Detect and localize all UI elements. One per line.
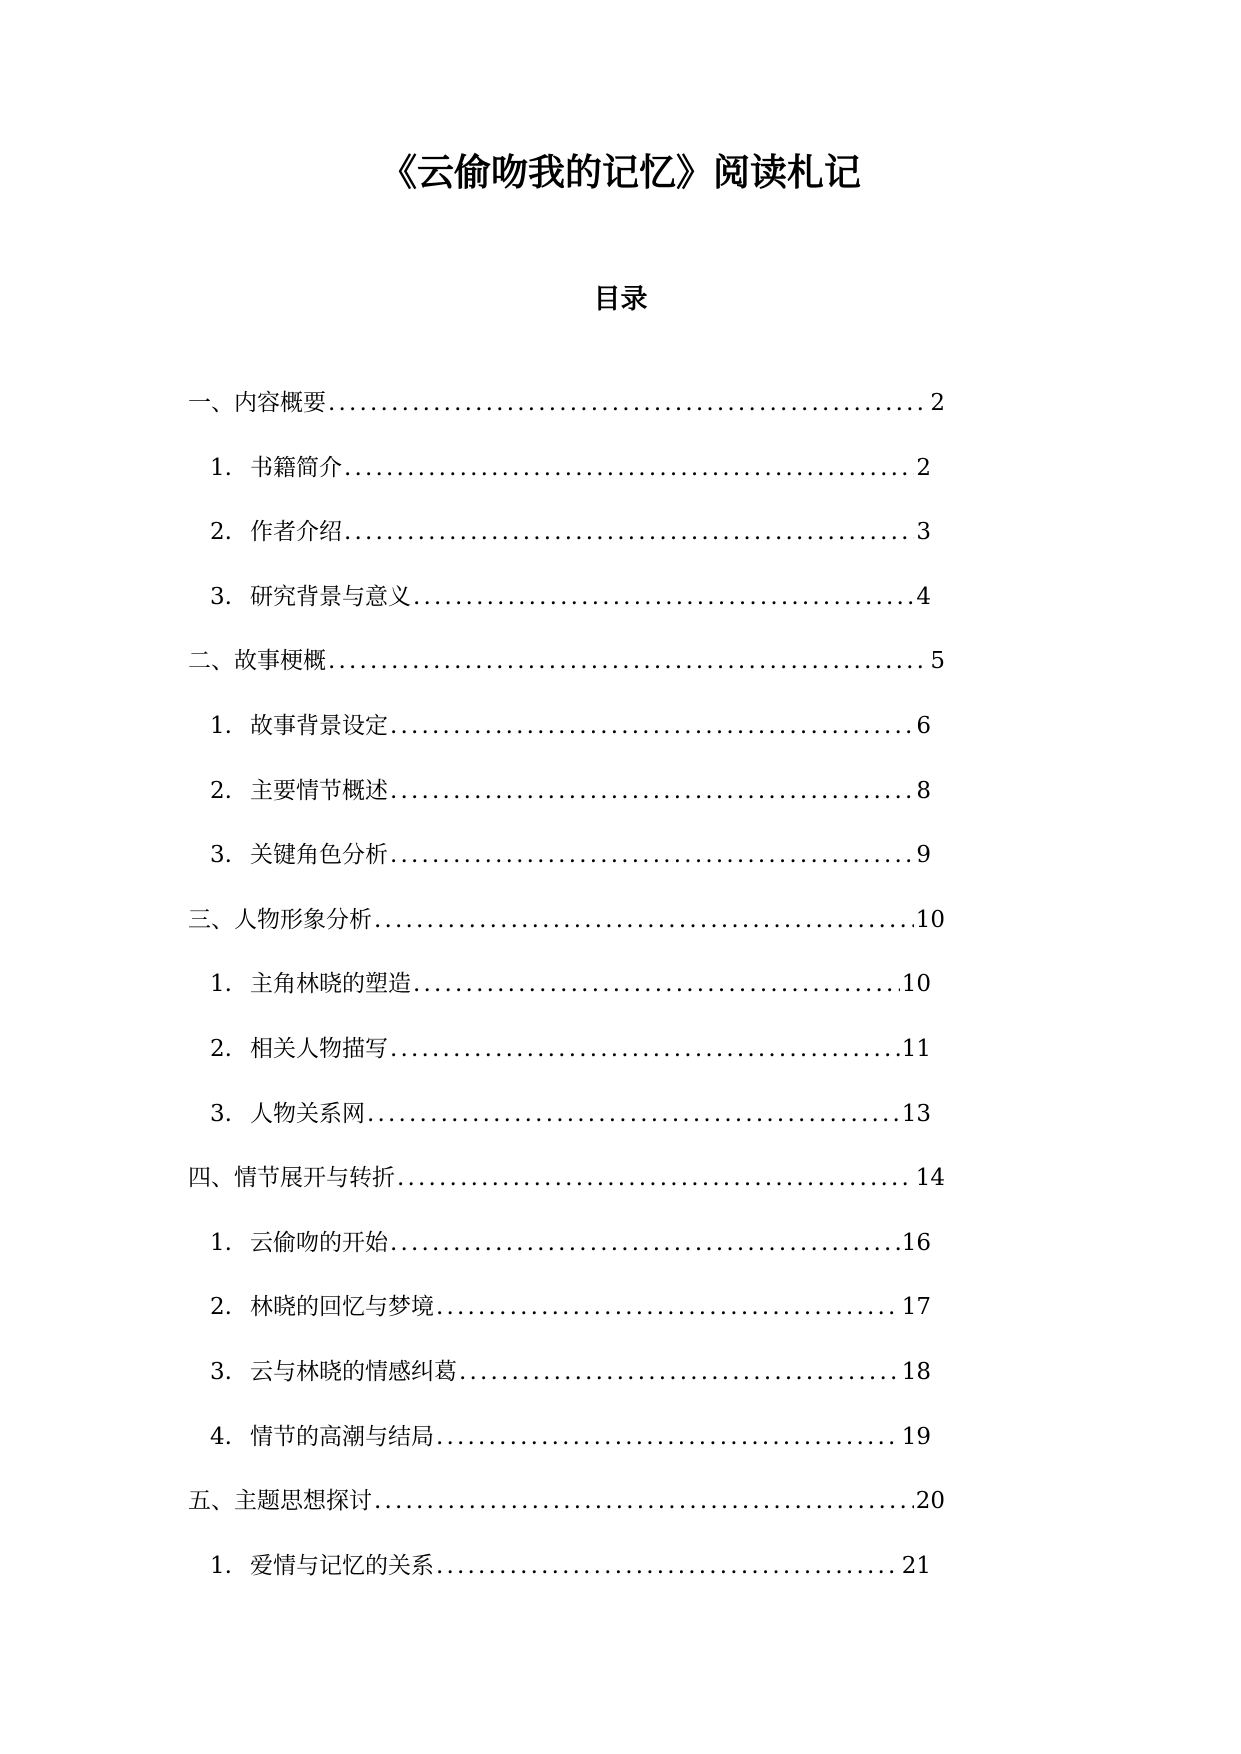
toc-page-number: 20 bbox=[915, 1488, 945, 1515]
toc-entry[interactable] bbox=[0, 964, 1241, 1029]
document-title: 《云偷吻我的记忆》阅读札记 bbox=[380, 151, 861, 194]
toc-entry[interactable] bbox=[0, 1546, 1241, 1611]
toc-leader-dots bbox=[344, 448, 914, 488]
toc-entry-number: 3. bbox=[210, 1100, 232, 1127]
toc-page-number: 21 bbox=[901, 1552, 931, 1579]
toc-page-number: 9 bbox=[916, 842, 931, 869]
toc-entry-text: 二、故事梗概 bbox=[188, 648, 326, 675]
toc-entry[interactable] bbox=[0, 1223, 1241, 1288]
toc-leader-dots bbox=[413, 964, 900, 1004]
toc-page-number: 6 bbox=[916, 712, 931, 739]
toc-entry-number: 2. bbox=[210, 777, 232, 804]
toc-entry[interactable] bbox=[0, 771, 1241, 836]
toc-leader-dots bbox=[344, 512, 914, 552]
toc-leader-dots bbox=[413, 577, 914, 617]
toc-leader-dots bbox=[390, 1029, 900, 1069]
toc-entry[interactable] bbox=[0, 900, 1241, 965]
toc-entry[interactable] bbox=[0, 706, 1241, 771]
toc-page-number: 3 bbox=[916, 519, 931, 546]
toc-entry[interactable] bbox=[0, 448, 1241, 513]
toc-entry-text: 爱情与记忆的关系 bbox=[250, 1552, 434, 1579]
toc-entry-number: 3. bbox=[210, 1358, 232, 1385]
toc-entry-text: 五、主题思想探讨 bbox=[188, 1488, 372, 1515]
toc-entry[interactable] bbox=[0, 383, 1241, 448]
toc-leader-dots bbox=[390, 706, 914, 746]
toc-leader-dots bbox=[374, 1481, 914, 1521]
toc-entry-text: 四、情节展开与转折 bbox=[188, 1165, 395, 1192]
toc-entry-number: 4. bbox=[210, 1423, 232, 1450]
toc-entry-text: 情节的高潮与结局 bbox=[250, 1423, 434, 1450]
toc-page-number: 16 bbox=[901, 1229, 931, 1256]
toc-entry-number: 2. bbox=[210, 1035, 232, 1062]
toc-entry-text: 人物关系网 bbox=[250, 1100, 365, 1127]
toc-page-number: 11 bbox=[901, 1035, 931, 1062]
toc-entry-number: 1. bbox=[210, 1552, 232, 1579]
toc-page-number: 10 bbox=[901, 971, 931, 998]
toc-entry-text: 研究背景与意义 bbox=[250, 583, 411, 610]
toc-entry[interactable] bbox=[0, 1158, 1241, 1223]
toc-entry-number: 1. bbox=[210, 971, 232, 998]
toc-leader-dots bbox=[367, 1094, 900, 1134]
toc-entry-number: 2. bbox=[210, 1294, 232, 1321]
toc-entry[interactable] bbox=[0, 835, 1241, 900]
toc-entry-text: 云与林晓的情感纠葛 bbox=[250, 1358, 457, 1385]
toc-entry-number: 1. bbox=[210, 1229, 232, 1256]
toc-entry-text: 三、人物形象分析 bbox=[188, 906, 372, 933]
toc-leader-dots bbox=[390, 1223, 900, 1263]
toc-entry[interactable] bbox=[0, 1094, 1241, 1159]
toc-page-number: 13 bbox=[901, 1100, 931, 1127]
toc-entry-text: 林晓的回忆与梦境 bbox=[250, 1294, 434, 1321]
toc-entry-number: 3. bbox=[210, 842, 232, 869]
toc-leader-dots bbox=[436, 1287, 900, 1327]
toc-heading: 目录 bbox=[593, 284, 648, 315]
toc-page-number: 19 bbox=[901, 1423, 931, 1450]
toc-page-number: 2 bbox=[930, 390, 945, 416]
toc-entry-text: 主角林晓的塑造 bbox=[250, 971, 411, 998]
toc-leader-dots bbox=[397, 1158, 914, 1198]
toc-page-number: 2 bbox=[916, 454, 931, 481]
toc-leader-dots bbox=[436, 1417, 900, 1457]
toc-entry-number: 1. bbox=[210, 454, 232, 481]
toc-entry[interactable] bbox=[0, 641, 1241, 706]
toc-entry[interactable] bbox=[0, 1029, 1241, 1094]
toc-entry-text: 一、内容概要 bbox=[188, 390, 326, 416]
toc-leader-dots bbox=[459, 1352, 900, 1392]
toc-page-number: 17 bbox=[901, 1294, 931, 1321]
toc-leader-dots bbox=[436, 1546, 900, 1586]
toc-entry-text: 作者介绍 bbox=[250, 519, 342, 546]
toc-leader-dots bbox=[390, 835, 914, 875]
toc-leader-dots bbox=[328, 641, 928, 681]
toc-entry[interactable] bbox=[0, 1287, 1241, 1352]
toc-leader-dots bbox=[328, 383, 928, 423]
toc-page-number: 4 bbox=[916, 583, 931, 610]
toc-page-number: 14 bbox=[915, 1165, 945, 1192]
toc-entry-text: 主要情节概述 bbox=[250, 777, 388, 804]
toc-page-number: 8 bbox=[916, 777, 931, 804]
toc-entry[interactable] bbox=[0, 512, 1241, 577]
table-of-contents bbox=[0, 383, 1241, 1610]
toc-leader-dots bbox=[390, 771, 914, 811]
toc-entry-text: 关键角色分析 bbox=[250, 842, 388, 869]
toc-entry-text: 故事背景设定 bbox=[250, 712, 388, 739]
toc-entry-text: 书籍简介 bbox=[250, 454, 342, 481]
toc-entry[interactable] bbox=[0, 577, 1241, 642]
toc-page-number: 5 bbox=[930, 648, 945, 675]
toc-entry[interactable] bbox=[0, 1417, 1241, 1482]
toc-entry[interactable] bbox=[0, 1352, 1241, 1417]
toc-page-number: 10 bbox=[915, 906, 945, 933]
toc-leader-dots bbox=[374, 900, 914, 940]
toc-entry-number: 3. bbox=[210, 583, 232, 610]
toc-entry-number: 2. bbox=[210, 519, 232, 546]
toc-entry-text: 云偷吻的开始 bbox=[250, 1229, 388, 1256]
toc-page-number: 18 bbox=[901, 1358, 931, 1385]
toc-entry-text: 相关人物描写 bbox=[250, 1035, 388, 1062]
toc-entry-number: 1. bbox=[210, 712, 232, 739]
toc-entry[interactable] bbox=[0, 1481, 1241, 1546]
